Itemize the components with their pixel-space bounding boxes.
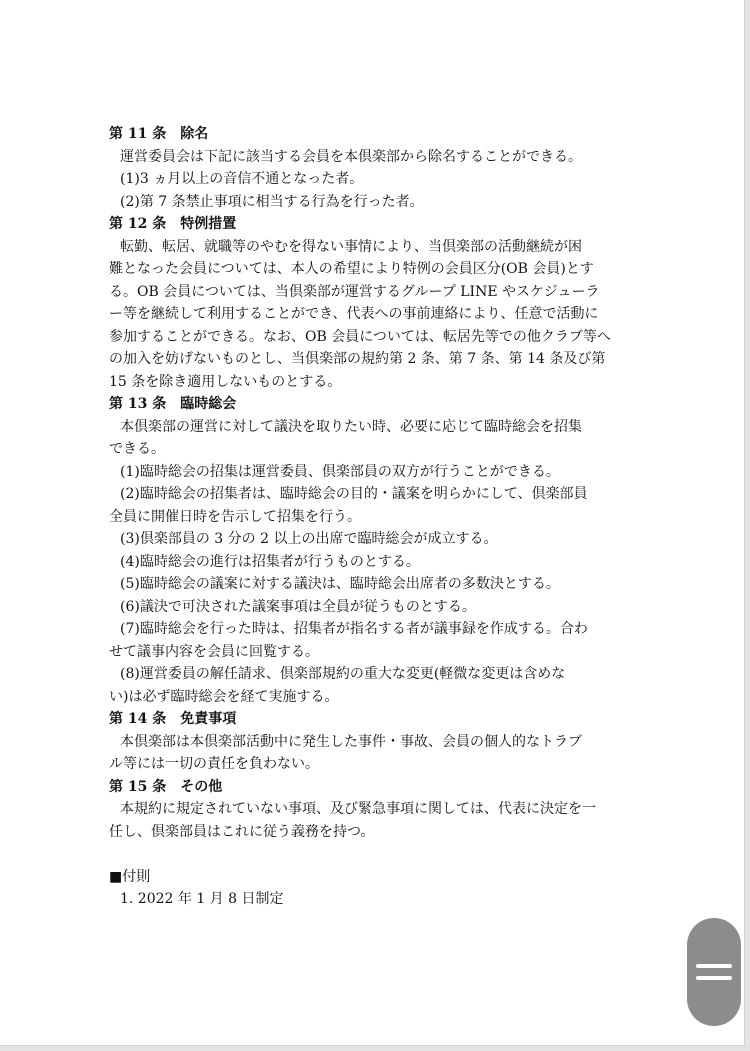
text-line: い)は必ず臨時総会を経て実施する。 bbox=[109, 688, 339, 705]
text-line: (1)3 ヵ月以上の音信不通となった者。 bbox=[120, 171, 364, 187]
text-line: 15 条を除き適用しないものとする。 bbox=[109, 373, 342, 390]
text-line: 本倶楽部の運営に対して議決を取りたい時、必要に応じて臨時総会を招集 bbox=[120, 418, 582, 435]
text-line: (5)臨時総会の議案に対する議決は、臨時総会出席者の多数決とする。 bbox=[120, 576, 560, 592]
text-line: ■付則 bbox=[109, 868, 151, 885]
text-line: 任し、倶楽部員はこれに従う義務を持つ。 bbox=[109, 823, 375, 840]
text-line: (1)臨時総会の招集は運営委員、倶楽部員の双方が行うことができる。 bbox=[120, 463, 560, 480]
text-line: できる。 bbox=[109, 441, 165, 457]
article-heading: 第 11 条 除名 bbox=[109, 126, 209, 142]
text-line: (4)臨時総会の進行は招集者が行うものとする。 bbox=[120, 553, 420, 570]
text-line: ル等には一切の責任を負わない。 bbox=[109, 756, 319, 772]
text-line: 参加することができる。なお、OB 会員については、転居先等での他クラブ等へ bbox=[109, 328, 611, 345]
text-line: 転勤、転居、就職等のやむを得ない事情により、当倶楽部の活動継続が困 bbox=[120, 238, 582, 255]
article-heading: 第 12 条 特例措置 bbox=[109, 216, 237, 232]
text-line: (7)臨時総会を行った時は、招集者が指名する者が議事録を作成する。合わ bbox=[120, 621, 588, 637]
text-line: (8)運営委員の解任請求、倶楽部規約の重大な変更(軽微な変更は含めな bbox=[120, 666, 566, 682]
article-heading: 第 14 条 免責事項 bbox=[109, 711, 237, 727]
text-line: ー等を継続して利用することができ、代表への事前連絡により、任意で活動に bbox=[109, 306, 599, 322]
text-line: の加入を妨げないものとし、当倶楽部の規約第 2 条、第 7 条、第 14 条及び第 bbox=[109, 351, 606, 367]
text-line: る。OB 会員については、当倶楽部が運営するグループ LINE やスケジューラ bbox=[109, 283, 600, 300]
spacer bbox=[109, 843, 644, 866]
article-heading: 第 15 条 その他 bbox=[109, 778, 223, 795]
text-line: 難となった会員については、本人の希望により特例の会員区分(OB 会員)とす bbox=[109, 261, 594, 277]
text-line: (2)臨時総会の招集者は、臨時総会の目的・議案を明らかにして、倶楽部員 bbox=[120, 486, 588, 502]
document-body bbox=[109, 123, 644, 911]
text-line: せて議事内容を会員に回覧する。 bbox=[109, 643, 319, 660]
text-line: 1. 2022 年 1 月 8 日制定 bbox=[120, 891, 284, 907]
text-line: 本規約に規定されていない事項、及び緊急事項に関しては、代表に決定を一 bbox=[120, 801, 596, 817]
text-line: 運営委員会は下記に該当する会員を本倶楽部から除名することができる。 bbox=[120, 148, 582, 165]
text-line: 本倶楽部は本倶楽部活動中に発生した事件・事故、会員の個人的なトラブ bbox=[120, 733, 582, 750]
text-line: (6)議決で可決された議案事項は全員が従うものとする。 bbox=[120, 598, 476, 615]
text-line: (3)倶楽部員の 3 分の 2 以上の出席で臨時総会が成立する。 bbox=[120, 531, 498, 547]
scroll-handle-icon bbox=[696, 964, 732, 968]
article-heading: 第 13 条 臨時総会 bbox=[109, 396, 237, 412]
scroll-handle-icon bbox=[696, 976, 732, 980]
text-line: (2)第 7 条禁止事項に相当する行為を行った者。 bbox=[120, 193, 424, 210]
scroll-handle-button[interactable] bbox=[687, 918, 741, 1026]
text-line: 全員に開催日時を告示して招集を行う。 bbox=[109, 508, 361, 525]
